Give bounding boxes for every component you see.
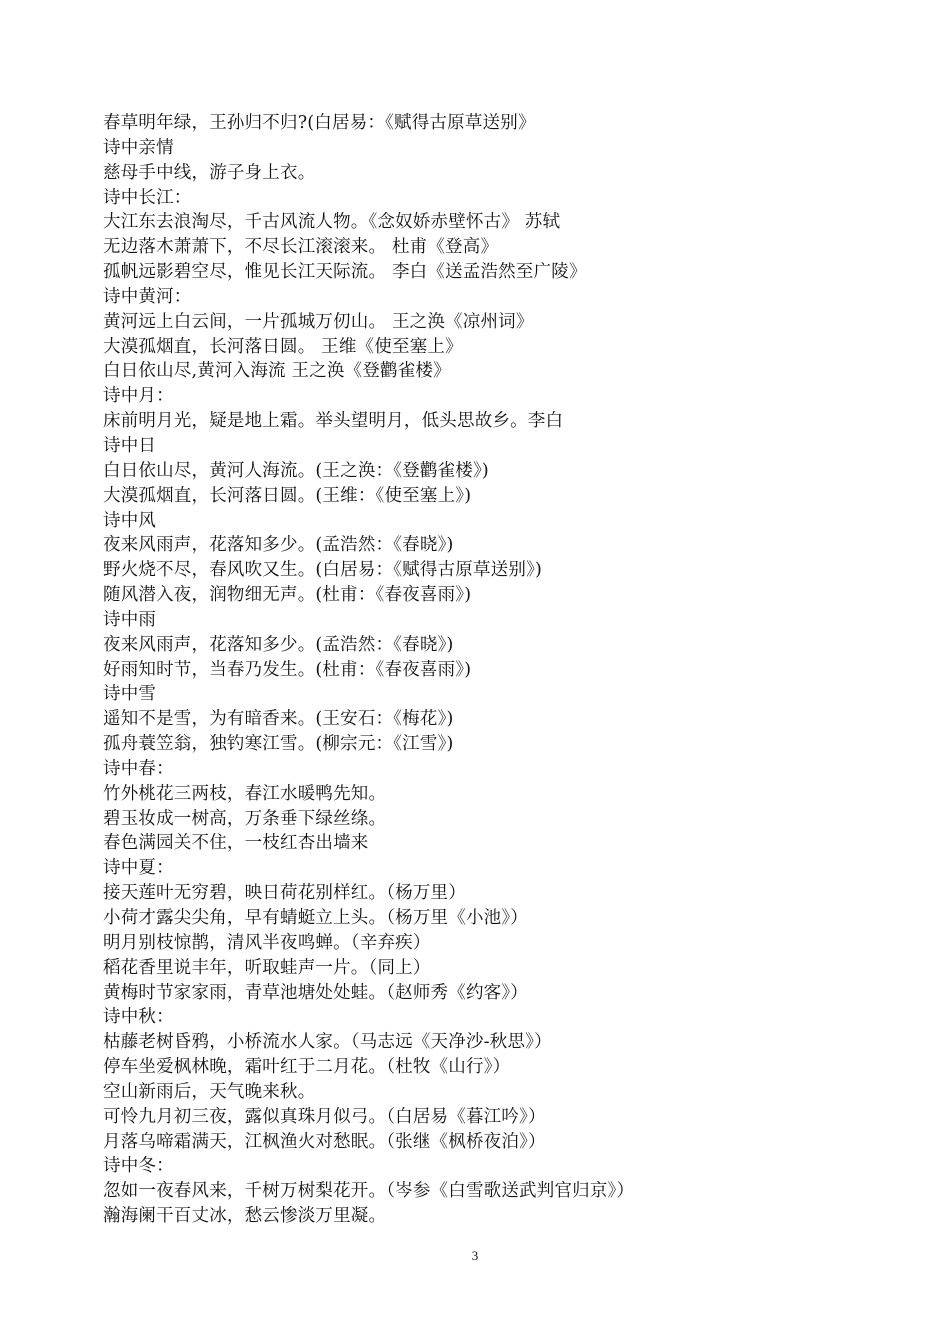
text-line: 黄河远上白云间，一片孤城万仞山。 王之涣《凉州词》 xyxy=(103,311,534,332)
text-line: 大漠孤烟直，长河落日圆。 王维《使至塞上》 xyxy=(103,336,463,357)
text-line: 黄梅时节家家雨，青草池塘处处蛙。（赵师秀《约客》） xyxy=(103,982,528,1003)
section-heading: 诗中雨 xyxy=(103,609,157,630)
section-heading: 诗中亲情 xyxy=(103,137,174,158)
text-line: 春草明年绿，王孙归不归?(白居易：《赋得古原草送别》 xyxy=(103,113,536,133)
text-line: 大江东去浪淘尽，千古风流人物。《念奴娇赤壁怀古》 苏轼 xyxy=(103,212,561,233)
section-heading: 诗中长江： xyxy=(103,187,192,208)
text-line: 随风潜入夜，润物细无声。(杜甫：《春夜喜雨》) xyxy=(103,585,472,606)
text-line: 空山新雨后，天气晚来秋。 xyxy=(103,1081,316,1102)
text-line: 床前明月光，疑是地上霜。举头望明月，低头思故乡。李白 xyxy=(103,411,564,432)
section-heading: 诗中春： xyxy=(103,758,174,779)
text-line: 大漠孤烟直，长河落日圆。(王维：《使至塞上》) xyxy=(103,485,472,506)
poem-lines xyxy=(103,111,903,1229)
text-line: 无边落木萧萧下，不尽长江滚滚来。 杜甫《登高》 xyxy=(103,237,499,258)
text-line: 夜来风雨声，花落知多少。(孟浩然：《春晓》) xyxy=(103,535,454,556)
text-line: 枯藤老树昏鸦，小桥流水人家。（马志远《天净沙-秋思》） xyxy=(103,1032,552,1053)
text-line: 稻花香里说丰年，听取蛙声一片。（同上） xyxy=(103,957,431,978)
text-line: 白日依山尽，黄河人海流。(王之涣：《登鹳雀楼》) xyxy=(103,460,489,481)
text-line: 明月别枝惊鹊，清风半夜鸣蝉。（辛弃疾） xyxy=(103,932,431,953)
text-line: 停车坐爱枫林晚，霜叶红于二月花。（杜牧《山行》） xyxy=(103,1057,511,1078)
section-heading: 诗中日 xyxy=(103,435,157,456)
text-line: 瀚海阑干百丈冰，愁云惨淡万里凝。 xyxy=(103,1206,387,1227)
text-line: 白日依山尽,黄河入海流 王之涣《登鹳雀楼》 xyxy=(103,361,451,382)
section-heading: 诗中冬： xyxy=(103,1156,174,1177)
text-line: 小荷才露尖尖角，早有蜻蜓立上头。（杨万里《小池》） xyxy=(103,908,528,928)
text-line: 遥知不是雪，为有暗香来。(王安石：《梅花》) xyxy=(103,709,454,730)
text-line: 可怜九月初三夜，露似真珠月似弓。（白居易《暮江吟》） xyxy=(103,1106,546,1127)
text-line: 野火烧不尽，春风吹又生。(白居易：《赋得古原草送别》) xyxy=(103,560,543,581)
section-heading: 诗中风 xyxy=(103,510,157,531)
text-line: 接天莲叶无穷碧，映日荷花别样红。（杨万里） xyxy=(103,883,466,904)
text-line: 夜来风雨声，花落知多少。(孟浩然：《春晓》) xyxy=(103,634,454,655)
text-line: 竹外桃花三两枝，春江水暖鸭先知。 xyxy=(103,783,387,804)
text-line: 孤舟蓑笠翁，独钓寒江雪。(柳宗元：《江雪》) xyxy=(103,734,454,755)
text-line: 好雨知时节，当春乃发生。(杜甫：《春夜喜雨》) xyxy=(103,659,472,680)
text-line: 孤帆远影碧空尽，惟见长江天际流。 李白《送孟浩然至广陵》 xyxy=(103,262,587,283)
text-line: 忽如一夜春风来，千树万树梨花开。（岑参《白雪歌送武判官归京》） xyxy=(103,1181,635,1202)
text-line: 月落乌啼霜满天，江枫渔火对愁眠。（张继《枫桥夜泊》） xyxy=(103,1131,546,1152)
section-heading: 诗中秋： xyxy=(103,1007,174,1028)
text-line: 碧玉妆成一树高，万条垂下绿丝绦。 xyxy=(103,808,387,829)
page-number: 3 xyxy=(471,1248,479,1263)
section-heading: 诗中黄河： xyxy=(103,286,192,307)
section-heading: 诗中月： xyxy=(103,386,174,407)
section-heading: 诗中夏： xyxy=(103,858,174,879)
section-heading: 诗中雪 xyxy=(103,684,157,705)
text-line: 春色满园关不住，一枝红杏出墙来 xyxy=(103,833,369,854)
text-line: 慈母手中线，游子身上衣。 xyxy=(103,162,316,183)
